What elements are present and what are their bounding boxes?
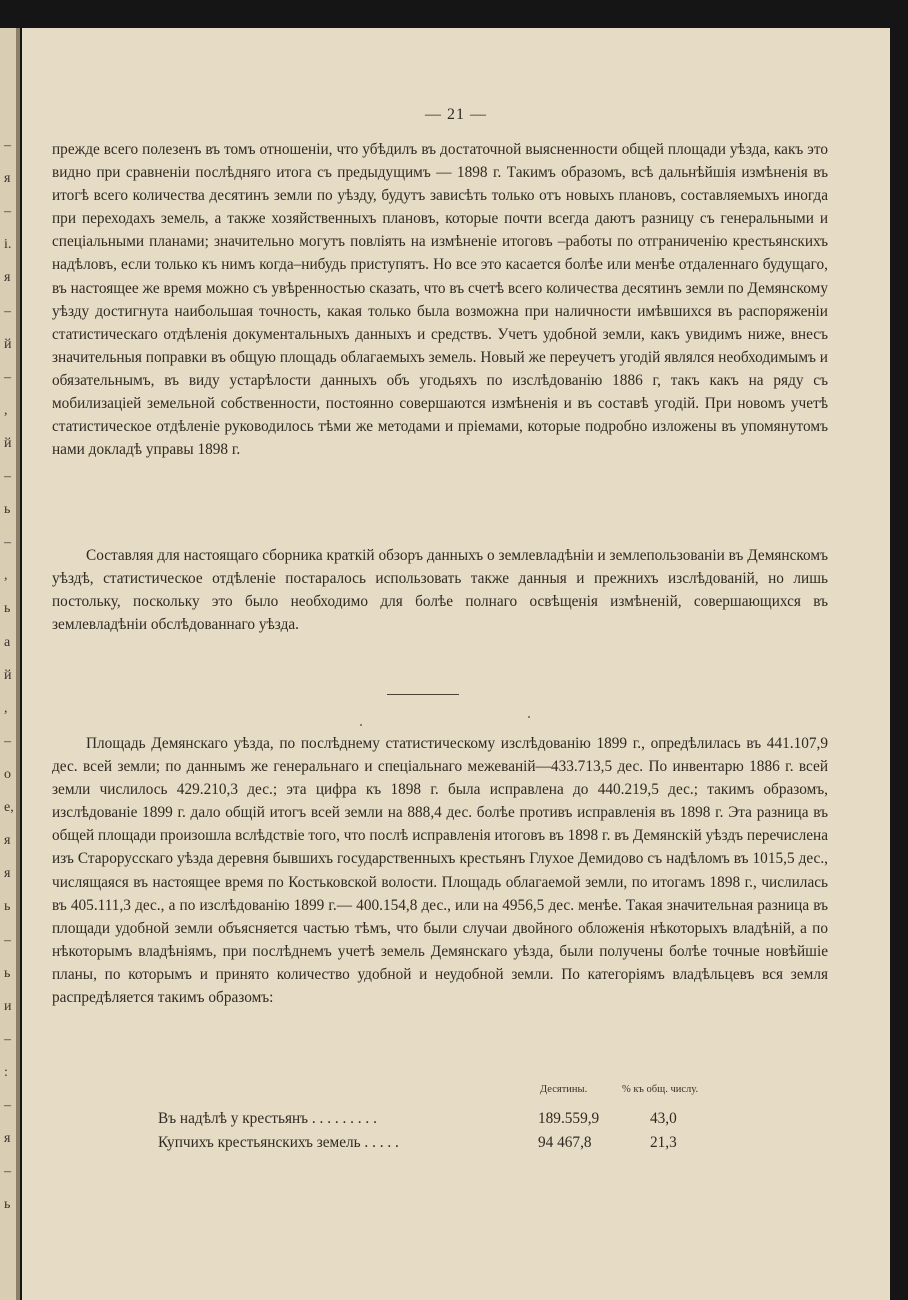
left-page-fragment: –: [4, 303, 11, 319]
left-page-fragment: о: [4, 767, 11, 782]
body-text-block: [52, 544, 828, 636]
left-page-fragment: –: [4, 204, 11, 220]
left-page-fragment: ь: [4, 502, 11, 518]
left-page-fragment: е,: [4, 800, 14, 816]
left-page-fragment: ь: [4, 899, 11, 915]
left-page-fragment: й: [4, 435, 12, 451]
left-page-fragment: я: [4, 171, 11, 187]
left-page-fragment: й: [4, 667, 12, 683]
row-desyatiny: 94 467,8: [538, 1134, 592, 1151]
left-page-fragment: :: [4, 1064, 8, 1080]
document-page: [22, 28, 890, 1300]
left-page-fragment: –: [4, 469, 11, 485]
left-page-fragment: ь: [4, 601, 11, 617]
left-page-fragment: и: [4, 998, 12, 1014]
left-page-fragment: а: [4, 634, 11, 650]
left-page-fragment: –: [4, 1031, 11, 1047]
body-text-block: [52, 732, 828, 1009]
row-label: Въ надѣлѣ у крестьянъ . . . . . . . . .: [158, 1110, 377, 1127]
left-page-fragment: я: [4, 866, 11, 882]
left-page-fragment: ,: [4, 568, 8, 584]
left-page-fragment: і.: [4, 237, 12, 253]
left-page-fragment: ,: [4, 700, 8, 716]
left-page-fragment: я: [4, 833, 11, 849]
left-page-fragment: ,: [4, 402, 8, 418]
left-page-fragment: я: [4, 270, 11, 286]
body-text-block: [52, 138, 828, 461]
print-speck: [528, 716, 530, 718]
print-speck: [360, 724, 362, 726]
paragraph-2: Составляя для настоящаго сборника краткій обзоръ данныхъ о землевладѣніи и землепользованіи въ Демянскомъ уѣздѣ, статистическое отдѣленіе постаралось использовать также данныя и прежнихъ изслѣдованій, но лишь постольку, поскольку это было необходимо для болѣе полнаго освѣщенія измѣненій, совершающихся въ землевладѣніи обслѣдованнаго уѣзда.: [52, 547, 828, 634]
page-number: — 21 —: [425, 106, 487, 123]
left-page-edge: [0, 28, 20, 1300]
left-page-fragment: –: [4, 1098, 11, 1114]
row-percent: 21,3: [650, 1134, 677, 1151]
paragraph-3: Площадь Демянскаго уѣзда, по послѣднему статистическому изслѣдованію 1899 г., опредѣлилась въ 441.107,9 дес. всей земли; по даннымъ же генеральнаго и спеціальнаго межеваній—433.713,5 дес. По инвентарю 1886 г. всей земли числилось 429.210,3 дес.; эта цифра къ 1898 г. была исправлена до 440.219,5 дес.; такимъ образомъ, изслѣдованіе 1899 г. дало общій итогъ всей земли на 888,4 дес. болѣе противъ исправленія въ 1898 г. Эта разница въ общей площади произошла вслѣдствіе того, что послѣ исправленія итоговъ въ 1898 г. въ Демянскій уѣздъ перечислена изъ Старорусскаго уѣзда деревня бывшихъ государственныхъ крестьянъ Глухое Демидово съ надѣломъ въ 1015,5 дес., числящаяся въ настоящее время по Костьковской волости. Площадь облагаемой земли, по итогамъ 1898 г., числилась въ 405.111,3 дес., а по изслѣдованію 1899 г.— 400.154,8 дес., или на 4956,5 дес. менѣе. Такая значительная разница въ площади удобной земли объясняется частью тѣмъ, что были случаи двойного обложенія нѣкоторыхъ владѣній, а по нѣкоторымъ владѣніямъ, при послѣднемъ учетѣ земель Демянскаго уѣзда, были получены болѣе точные новѣйшіе планы, по которымъ и принято количество удобной и неудобной земли. По категоріямъ владѣльцевъ вся земля распредѣляется такимъ образомъ:: [52, 735, 828, 1007]
table-header-percent: % къ общ. числу.: [622, 1084, 699, 1095]
row-desyatiny: 189.559,9: [538, 1110, 600, 1127]
left-page-fragment: –: [4, 535, 11, 551]
row-label: Купчихъ крестьянскихъ земель . . . . .: [158, 1134, 399, 1151]
table-row: [158, 1134, 758, 1156]
left-page-fragment: ь: [4, 965, 11, 981]
left-page-fragment: –: [4, 369, 11, 385]
left-page-fragment: й: [4, 336, 12, 352]
left-page-fragment: ь: [4, 1197, 11, 1213]
left-page-fragment: –: [4, 1164, 11, 1180]
left-page-fragment: я: [4, 1131, 11, 1147]
left-page-fragment: –: [4, 138, 11, 153]
section-divider: [387, 694, 459, 695]
left-page-fragment: –: [4, 733, 11, 749]
page-gutter: [16, 28, 20, 1300]
table-row: [158, 1110, 758, 1132]
left-page-fragment: –: [4, 932, 11, 948]
row-percent: 43,0: [650, 1110, 677, 1127]
table-header-desyatiny: Десятины.: [540, 1084, 588, 1095]
paragraph-1: прежде всего полезенъ въ томъ отношеніи, что убѣдилъ въ достаточной выясненности общей площади уѣзда, какъ это видно при сравненіи послѣдняго итога съ предыдущимъ — 1898 г. Такимъ образомъ, всѣ дальнѣйшія измѣненія въ итогѣ всего количества десятинъ земли по уѣзду, будутъ зависѣть только отъ новыхъ плановъ, составляемыхъ иногда при переходахъ земель, а также хозяйственныхъ плановъ, которые почти всегда даютъ разницу съ генеральными и спеціальными планами; значительно могутъ повліять на измѣненіе итоговъ –работы по отграниченію крестьянскихъ надѣловъ, если только къ нимъ когда–нибудь приступятъ. Но все это касается болѣе или менѣе отдаленнаго будущаго, въ настоящее же время можно съ увѣренностью сказать, что въ счетѣ всего количества десятинъ земли по Демянскому уѣзду достигнута наибольшая точность, какая только была возможна при наличности имѣвшихся въ распоряженіи статистическаго отдѣленія документальныхъ данныхъ и средствъ. Учетъ удобной земли, какъ увидимъ ниже, внесъ значительныя поправки въ общую площадь облагаемыхъ земель. Новый же переучетъ угодій являлся необходимымъ и обязательнымъ, въ виду устарѣлости данныхъ объ угодьяхъ по изслѣдованію 1886 г, такъ какъ на ряду съ мобилизаціей земельной собственности, постоянно совершаются измѣненія и въ составѣ угодій. При новомъ учетѣ статистическое отдѣленіе руководилось тѣми же методами и пріемами, которые подробно изложены въ упомянутомъ нами докладѣ управы 1898 г.: [52, 141, 828, 459]
